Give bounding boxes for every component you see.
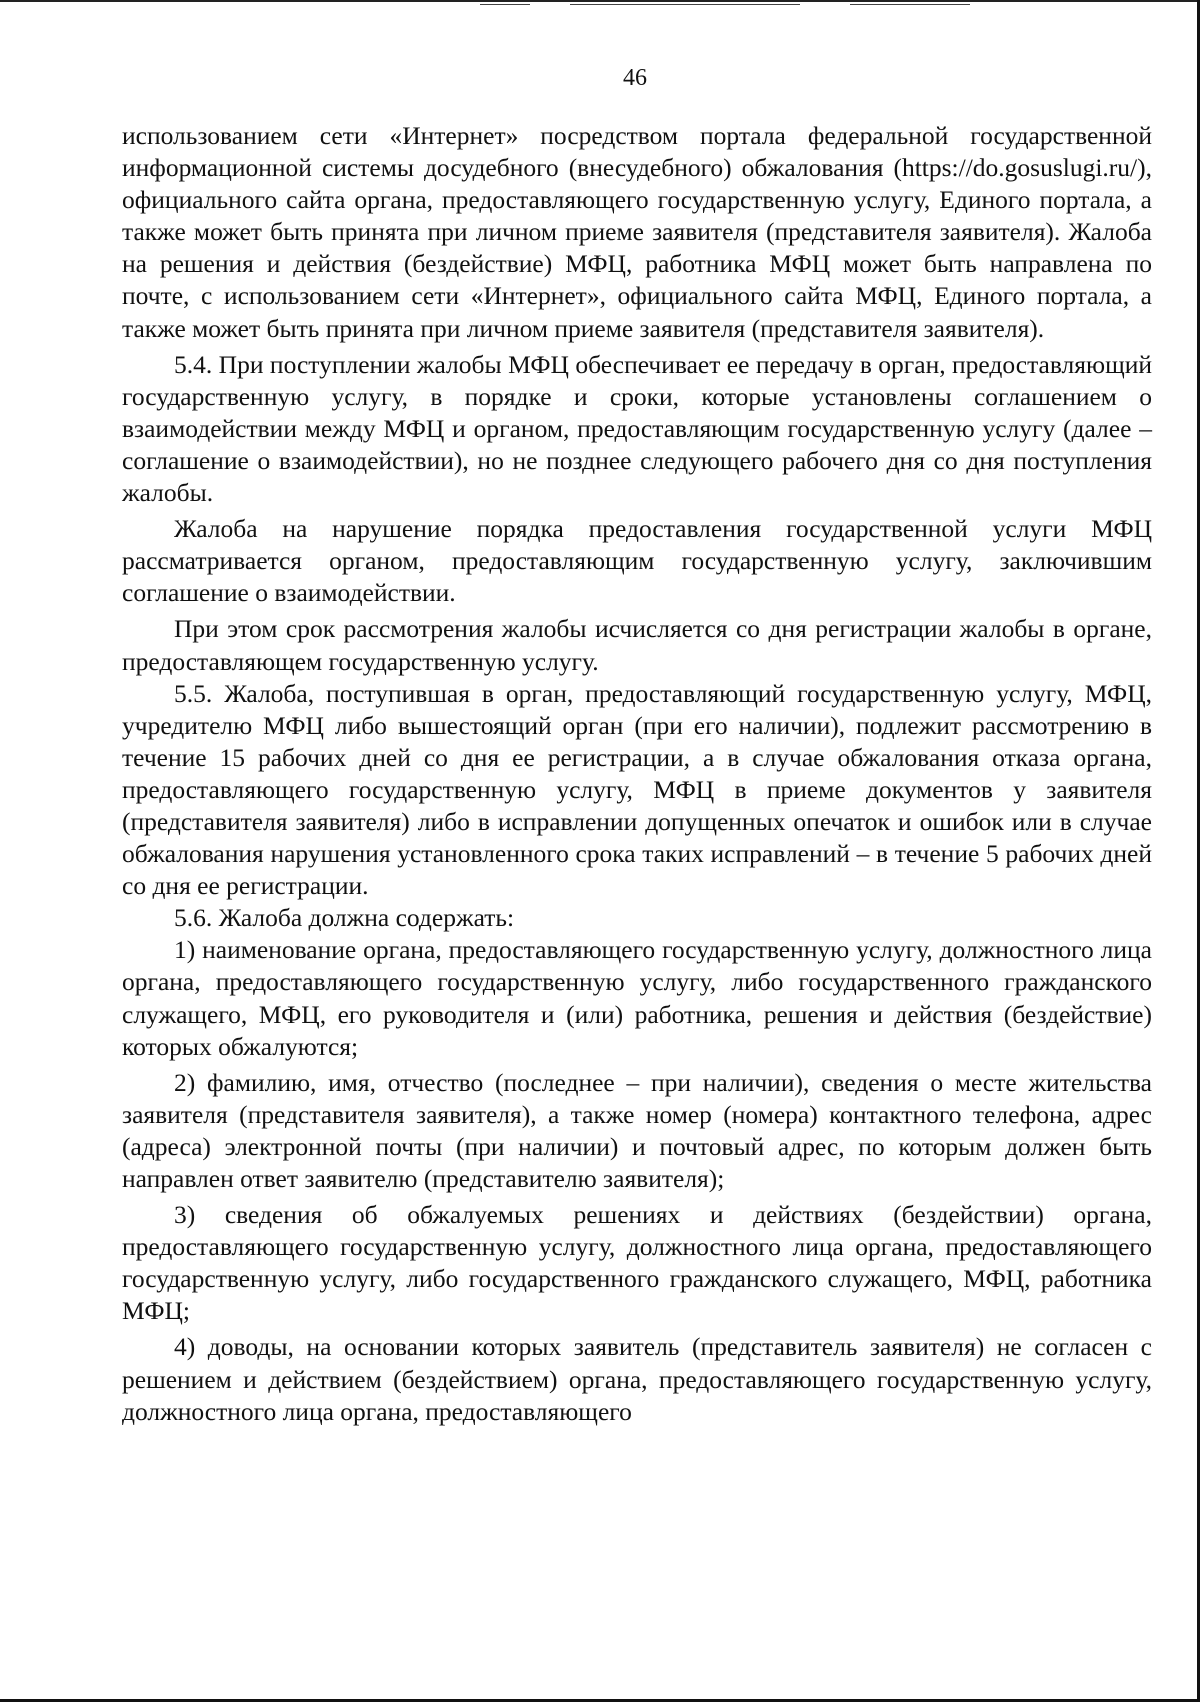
- paragraph-5-6: 5.6. Жалоба должна содержать:: [174, 903, 515, 933]
- list-item-2: 2) фамилию, имя, отчество (последнее – при наличии), сведения о месте жительства заявителя (представителя заявителя), а также номер (номера) контактного телефона, адрес (адреса) электронной почты (при наличии) и почтовый адрес, по которым должен быть направлен ответ заявителю (представителю заявителя);: [122, 1067, 1152, 1193]
- paragraph-5-4: 5.4. При поступлении жалобы МФЦ обеспечивает ее передачу в орган, предоставляющий государственную услугу, в порядке и сроки, которые установлены соглашением о взаимодействии между МФЦ и органом, предоставляющим государственную услугу (далее – соглашение о взаимодействии), но не позднее следующего рабочего дня со дня поступления жалобы.: [122, 349, 1152, 508]
- list-item-4: 4) доводы, на основании которых заявитель (представитель заявителя) не согласен с решением и действием (бездействием) органа, предоставляющего государственную услугу, должностного лица органа, предоставляющего: [122, 1332, 1152, 1426]
- scan-edge-mark: [850, 4, 970, 5]
- scan-edge-mark: [570, 4, 800, 5]
- scan-edge-mark: [480, 4, 530, 5]
- page-number: 46: [623, 65, 647, 91]
- paragraph-continued: использованием сети «Интернет» посредством портала федеральной государственной информационной системы досудебного (внесудебного) обжалования (https://do.gosuslugi.ru/), официального сайта органа, предоставляющего государственную услугу, Единого портала, а также может быть принята при личном приеме заявителя (представителя заявителя). Жалоба на решения и действия (бездействие) МФЦ, работника МФЦ может быть направлена по почте, с использованием сети «Интернет», официального сайта МФЦ, Единого портала, а также может быть принята при личном приеме заявителя (представителя заявителя).: [122, 121, 1152, 343]
- list-item-3: 3) сведения об обжалуемых решениях и действиях (бездействии) органа, предоставляющего государственную услугу, должностного лица органа, предоставляющего государственную услугу, либо государственного гражданского служащего, МФЦ, работника МФЦ;: [122, 1200, 1152, 1326]
- list-item-1: 1) наименование органа, предоставляющего государственную услугу, должностного лица органа, предоставляющего государственную услугу, либо государственного гражданского служащего, МФЦ, его руководителя и (или) работника, решения и действия (бездействие) которых обжалуются;: [122, 935, 1152, 1061]
- document-body: [122, 120, 1152, 1428]
- scan-edge-top: [0, 0, 1200, 2]
- paragraph-mfc-complaint: Жалоба на нарушение порядка предоставления государственной услуги МФЦ рассматривается органом, предоставляющим государственную услугу, заключившим соглашение о взаимодействии.: [122, 514, 1152, 608]
- paragraph-term: При этом срок рассмотрения жалобы исчисляется со дня регистрации жалобы в органе, предоставляющем государственную услугу.: [122, 614, 1152, 676]
- paragraph-5-5: 5.5. Жалоба, поступившая в орган, предоставляющий государственную услугу, МФЦ, учредителю МФЦ либо вышестоящий орган (при его наличии), подлежит рассмотрению в течение 15 рабочих дней со дня ее регистрации, а в случае обжалования отказа органа, предоставляющего государственную услугу, МФЦ в приеме документов у заявителя (представителя заявителя) либо в исправлении допущенных опечаток и ошибок или в случае обжалования нарушения установленного срока таких исправлений – в течение 5 рабочих дней со дня ее регистрации.: [122, 678, 1152, 901]
